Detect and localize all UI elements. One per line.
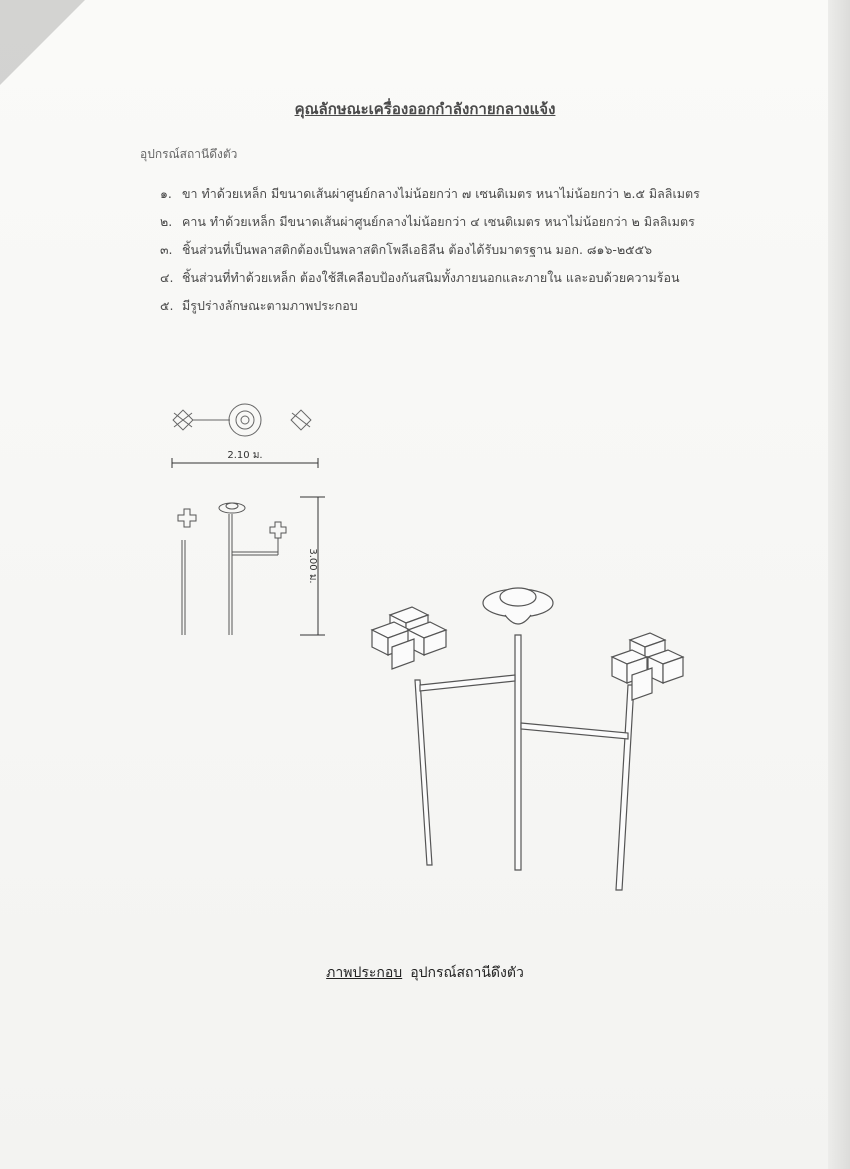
spec-text: ขา ทำด้วยเหล็ก มีขนาดเส้นผ่าศูนย์กลางไม่น้อยกว่า ๗ เซนติเมตร หนาไม่น้อยกว่า ๒.๕ มิลลิเมตร <box>181 186 700 201</box>
center-pole <box>515 635 521 870</box>
spec-number: ๓. <box>160 242 173 257</box>
spec-number: ๑. <box>160 186 172 201</box>
spec-item <box>160 292 700 320</box>
spec-number: ๕. <box>160 298 174 313</box>
perspective-illustration <box>360 575 700 895</box>
spec-item <box>160 208 700 236</box>
spec-text: มีรูปร่างลักษณะตามภาพประกอบ <box>181 298 358 313</box>
spec-item <box>160 180 700 208</box>
right-pole <box>616 685 634 890</box>
spec-item <box>160 264 700 292</box>
spec-text: ชิ้นส่วนที่ทำด้วยเหล็ก ต้องใช้สีเคลือบป้องกันสนิมทั้งภายนอกและภายใน และอบด้วยความร้อน <box>181 270 680 285</box>
plan-cross-right <box>291 410 311 430</box>
spec-text: ชิ้นส่วนที่เป็นพลาสติกต้องเป็นพลาสติกโพลีเอธิลีน ต้องได้รับมาตรฐาน มอก. ๘๑๖-๒๕๕๖ <box>181 242 653 257</box>
caption-label: ภาพประกอบ <box>326 965 403 981</box>
right-cross-ornament <box>612 633 683 700</box>
spec-text: คาน ทำด้วยเหล็ก มีขนาดเส้นผ่าศูนย์กลางไม่น้อยกว่า ๔ เซนติเมตร หนาไม่น้อยกว่า ๒ มิลลิเมตร <box>181 214 695 229</box>
left-pole <box>415 680 432 865</box>
width-dimension-label: 2.10 ม. <box>227 450 263 461</box>
elevation-view-drawing <box>160 490 340 650</box>
page-right-edge <box>828 0 850 1169</box>
page-corner-fold <box>0 0 85 85</box>
left-cross-ornament <box>372 607 446 669</box>
spec-number: ๔. <box>160 270 174 285</box>
lower-crossbar <box>521 723 628 739</box>
plan-cross-left <box>173 410 193 430</box>
section-heading: อุปกรณ์สถานีดึงตัว <box>140 147 238 161</box>
height-dimension-label: 3.00 ม. <box>307 548 318 584</box>
spec-item <box>160 236 700 264</box>
caption-text: อุปกรณ์สถานีดึงตัว <box>410 965 524 981</box>
saucer-top <box>483 588 553 624</box>
spec-list <box>160 180 700 320</box>
upper-crossbar <box>420 675 515 691</box>
spec-number: ๒. <box>160 214 173 229</box>
document-title: คุณลักษณะเครื่องออกกำลังกายกลางแจ้ง <box>294 100 556 118</box>
plan-view-drawing <box>160 395 340 475</box>
figure-caption <box>0 962 850 984</box>
